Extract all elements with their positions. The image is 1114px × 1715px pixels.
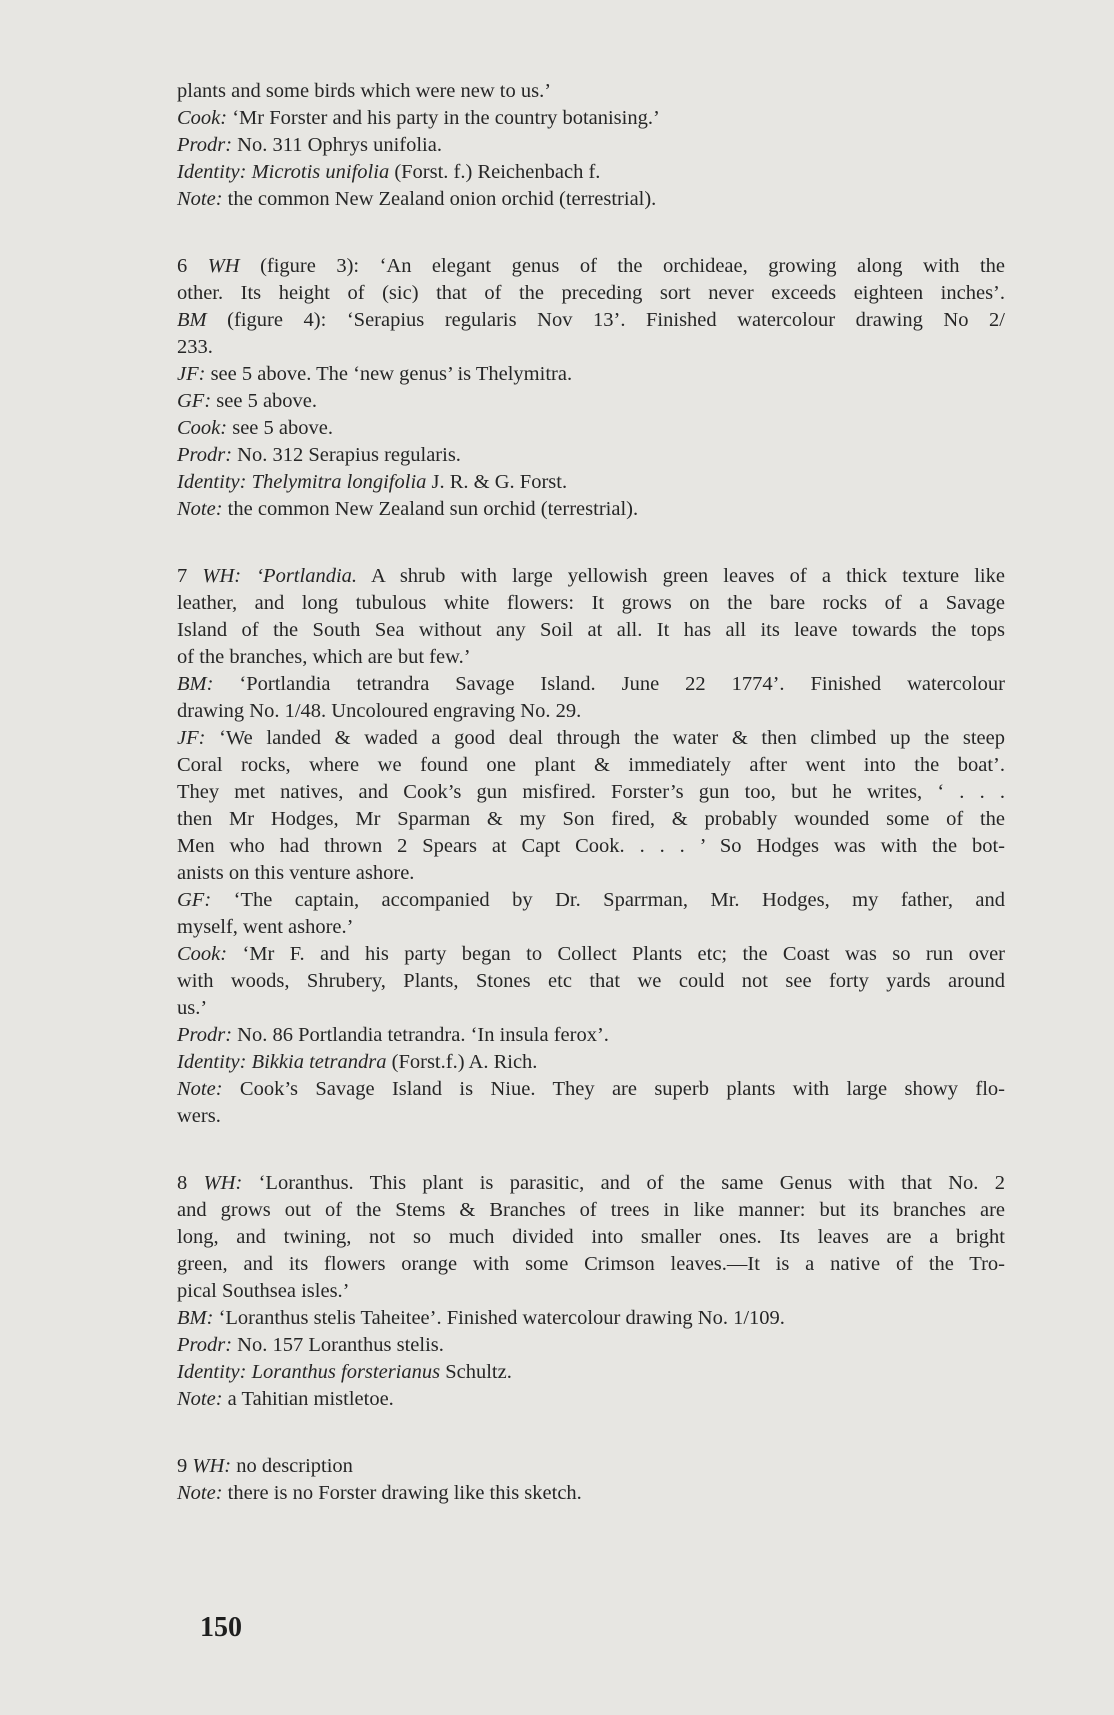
- text-line: Note: the common New Zealand sun orchid (terrestrial).: [177, 498, 639, 520]
- text-line: They met natives, and Cook’s gun misfired. Forster’s gun too, but he writes, ‘ . . .: [177, 781, 1005, 803]
- text-line: Prodr: No. 86 Portlandia tetrandra. ‘In insula ferox’.: [177, 1024, 609, 1046]
- text-line: GF: see 5 above.: [177, 390, 318, 412]
- text-line: of the branches, which are but few.’: [177, 646, 471, 668]
- text-line: JF: see 5 above. The ‘new genus’ is Thelymitra.: [177, 363, 573, 385]
- text-line: Identity: Bikkia tetrandra (Forst.f.) A. Rich.: [177, 1051, 538, 1073]
- text-line: Identity: Loranthus forsterianus Schultz.: [177, 1361, 512, 1383]
- text-column: [177, 78, 1005, 1507]
- text-line: myself, went ashore.’: [177, 916, 354, 938]
- entry-number: 8: [177, 1172, 188, 1194]
- text-line: GF: ‘The captain, accompanied by Dr. Sparrman, Mr. Hodges, my father, and: [177, 889, 1005, 911]
- text-line: then Mr Hodges, Mr Sparman & my Son fired, & probably wounded some of the: [177, 808, 1005, 830]
- label-identity: Identity:: [177, 161, 247, 183]
- label-cook: Cook:: [177, 107, 228, 129]
- text-line: wers.: [177, 1105, 221, 1127]
- text-line: green, and its flowers orange with some Crimson leaves.—It is a native of the Tro-: [177, 1253, 1005, 1275]
- entry-7-heading: 7 WH: ‘Portlandia. A shrub with large yellowish green leaves of a thick texture like: [177, 565, 1005, 587]
- page-number: 150: [200, 1612, 242, 1643]
- text-line: JF: ‘We landed & waded a good deal through the water & then climbed up the steep: [177, 727, 1005, 749]
- text-line: Prodr: No. 312 Serapius regularis.: [177, 444, 461, 466]
- text-line: BM (figure 4): ‘Serapius regularis Nov 13’. Finished watercolour drawing No 2/: [177, 309, 1005, 331]
- text-line: Note: Cook’s Savage Island is Niue. They are superb plants with large showy flo-: [177, 1078, 1005, 1100]
- entry-6-heading: 6 WH (figure 3): ‘An elegant genus of the orchideae, growing along with the: [177, 255, 1005, 277]
- text-line: Note: the common New Zealand onion orchid (terrestrial).: [177, 188, 657, 210]
- text-line: drawing No. 1/48. Uncoloured engraving No. 29.: [177, 700, 582, 722]
- text-line: Cook: see 5 above.: [177, 417, 333, 439]
- text-line: us.’: [177, 997, 208, 1019]
- text-line: 233.: [177, 336, 213, 358]
- text-line: other. Its height of (sic) that of the preceding sort never exceeds eighteen inches’.: [177, 282, 1005, 304]
- entry-9-heading: 9 WH: no description: [177, 1455, 353, 1477]
- text-line: Prodr: No. 157 Loranthus stelis.: [177, 1334, 444, 1356]
- text-line: BM: ‘Portlandia tetrandra Savage Island. June 22 1774’. Finished watercolour: [177, 673, 1005, 695]
- text-line: leather, and long tubulous white flowers: It grows on the bare rocks of a Savage: [177, 592, 1005, 614]
- text-line: Cook: ‘Mr Forster and his party in the country botanising.’: [177, 107, 660, 129]
- text-line: and grows out of the Stems & Branches of trees in like manner: but its branches are: [177, 1199, 1005, 1221]
- text-line: Identity: Microtis unifolia (Forst. f.) Reichenbach f.: [177, 161, 601, 183]
- text-line: BM: ‘Loranthus stelis Taheitee’. Finished watercolour drawing No. 1/109.: [177, 1307, 785, 1329]
- text-line: Note: there is no Forster drawing like this sketch.: [177, 1482, 582, 1504]
- text-line: Prodr: No. 311 Ophrys unifolia.: [177, 134, 442, 156]
- text-line: Identity: Thelymitra longifolia J. R. & G. Forst.: [177, 471, 568, 493]
- label-note: Note:: [177, 188, 223, 210]
- text-line: Coral rocks, where we found one plant & immediately after went into the boat’.: [177, 754, 1005, 776]
- entry-number: 6: [177, 255, 188, 277]
- text-line: anists on this venture ashore.: [177, 862, 415, 884]
- text-line: Men who had thrown 2 Spears at Capt Cook. . . . ’ So Hodges was with the bot-: [177, 835, 1005, 857]
- text-line: long, and twining, not so much divided into smaller ones. Its leaves are a bright: [177, 1226, 1005, 1248]
- text-line: plants and some birds which were new to us.’: [177, 80, 552, 102]
- entry-number: 7: [177, 565, 188, 587]
- text-line: Island of the South Sea without any Soil at all. It has all its leave towards the tops: [177, 619, 1005, 641]
- text-line: with woods, Shrubery, Plants, Stones etc that we could not see forty yards around: [177, 970, 1005, 992]
- text-line: pical Southsea isles.’: [177, 1280, 350, 1302]
- entry-8-heading: 8 WH: ‘Loranthus. This plant is parasitic, and of the same Genus with that No. 2: [177, 1172, 1005, 1194]
- text-line: Note: a Tahitian mistletoe.: [177, 1388, 394, 1410]
- label-prodr: Prodr:: [177, 134, 233, 156]
- text-line: Cook: ‘Mr F. and his party began to Collect Plants etc; the Coast was so run over: [177, 943, 1005, 965]
- entry-number: 9: [177, 1455, 188, 1477]
